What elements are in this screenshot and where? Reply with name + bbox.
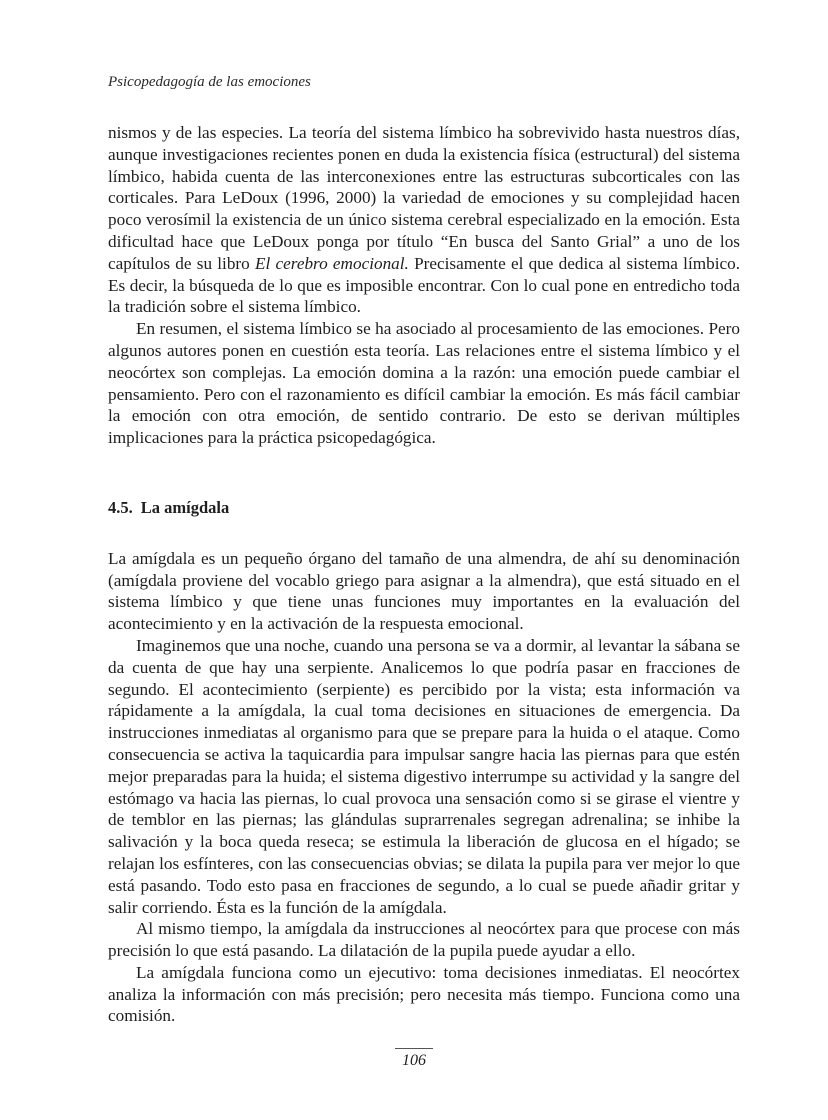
paragraph-continued (108, 122, 740, 318)
paragraph: La amígdala funciona como un ejecutivo: toma decisiones inmediatas. El neocórtex analiza la información con más precisión; pero necesita más tiempo. Funciona como una comisión. (108, 962, 740, 1026)
paragraph-text: Precisamente el que dedica al sistema límbico. Es decir, la búsqueda de lo que es imposible encontrar. Con lo cual pone en entredicho toda la tradición sobre el sistema límbico. (108, 253, 740, 317)
page-number: 106 (402, 1052, 426, 1069)
section-title: La amígdala (140, 497, 230, 517)
book-title: El cerebro emocional. (255, 253, 409, 273)
paragraph: La amígdala es un pequeño órgano del tamaño de una almendra, de ahí su denominación (amígdala proviene del vocablo griego para asignar a la almendra), que está situado en el sistema límbico y que tiene unas funciones muy importantes en la evaluación del acontecimiento y en la activación de la respuesta emocional. (108, 548, 740, 634)
section-heading (108, 497, 740, 519)
page-number-footer (0, 1048, 828, 1070)
paragraph: En resumen, el sistema límbico se ha asociado al procesamiento de las emociones. Pero algunos autores ponen en cuestión esta teoría. Las relaciones entre el sistema límbico y el neocórtex son complejas. La emoción domina a la razón: una emoción puede cambiar el pensamiento. Pero con el razonamiento es difícil cambiar la emoción. Es más fácil cambiar la emoción con otra emoción, de sentido contrario. De esto se derivan múltiples implicaciones para la práctica psicopedagógica. (108, 319, 740, 448)
paragraph: Imaginemos que una noche, cuando una persona se va a dormir, al levantar la sábana se da cuenta de que hay una serpiente. Analicemos lo que podría pasar en fracciones de segundo. El acontecimiento (serpiente) es percibido por la vista; esta información va rápidamente a la amígdala, la cual toma decisiones en situaciones de emergencia. Da instrucciones inmediatas al organismo para que se prepare para la huida o el ataque. Como consecuencia se activa la taquicardia para impulsar sangre hacia las piernas para que estén mejor preparadas para la huida; el sistema digestivo interrumpe su actividad y la sangre del estómago va hacia las piernas, lo cual provoca una sensación como si se girase el vientre y de temblor en las piernas; las glándulas suprarrenales segregan adrenalina; se inhibe la salivación y la boca queda reseca; se estimula la liberación de glucosa en el hígado; se relajan los esfínteres, con las consecuencias obvias; se dilata la pupila para ver mejor lo que está pasando. Todo esto pasa en fracciones de segundo, a lo cual se puede añadir gritar y salir corriendo. Ésta es la función de la amígdala. (108, 635, 740, 917)
section-number: 4.5. (108, 497, 133, 517)
folio-rule (395, 1048, 433, 1049)
body-text (108, 122, 740, 1027)
paragraph: Al mismo tiempo, la amígdala da instrucciones al neocórtex para que procese con más precisión lo que está pasando. La dilatación de la pupila puede ayudar a ello. (108, 919, 740, 961)
running-head: Psicopedagogía de las emociones (108, 74, 311, 90)
paragraph-text: nismos y de las especies. La teoría del sistema límbico ha sobrevivido hasta nuestros días, aunque investigaciones recientes ponen en duda la existencia física (estructural) del sistema límbico, habida cuenta de las interconexiones entre las estructuras subcorticales con las corticales. Para LeDoux (1996, 2000) la variedad de emociones y su complejidad hacen poco verosímil la existencia de un único sistema cerebral especializado en la emoción. Esta dificultad hace que LeDoux ponga por título “En busca del Santo Grial” a uno de los capítulos de su libro (108, 123, 740, 273)
